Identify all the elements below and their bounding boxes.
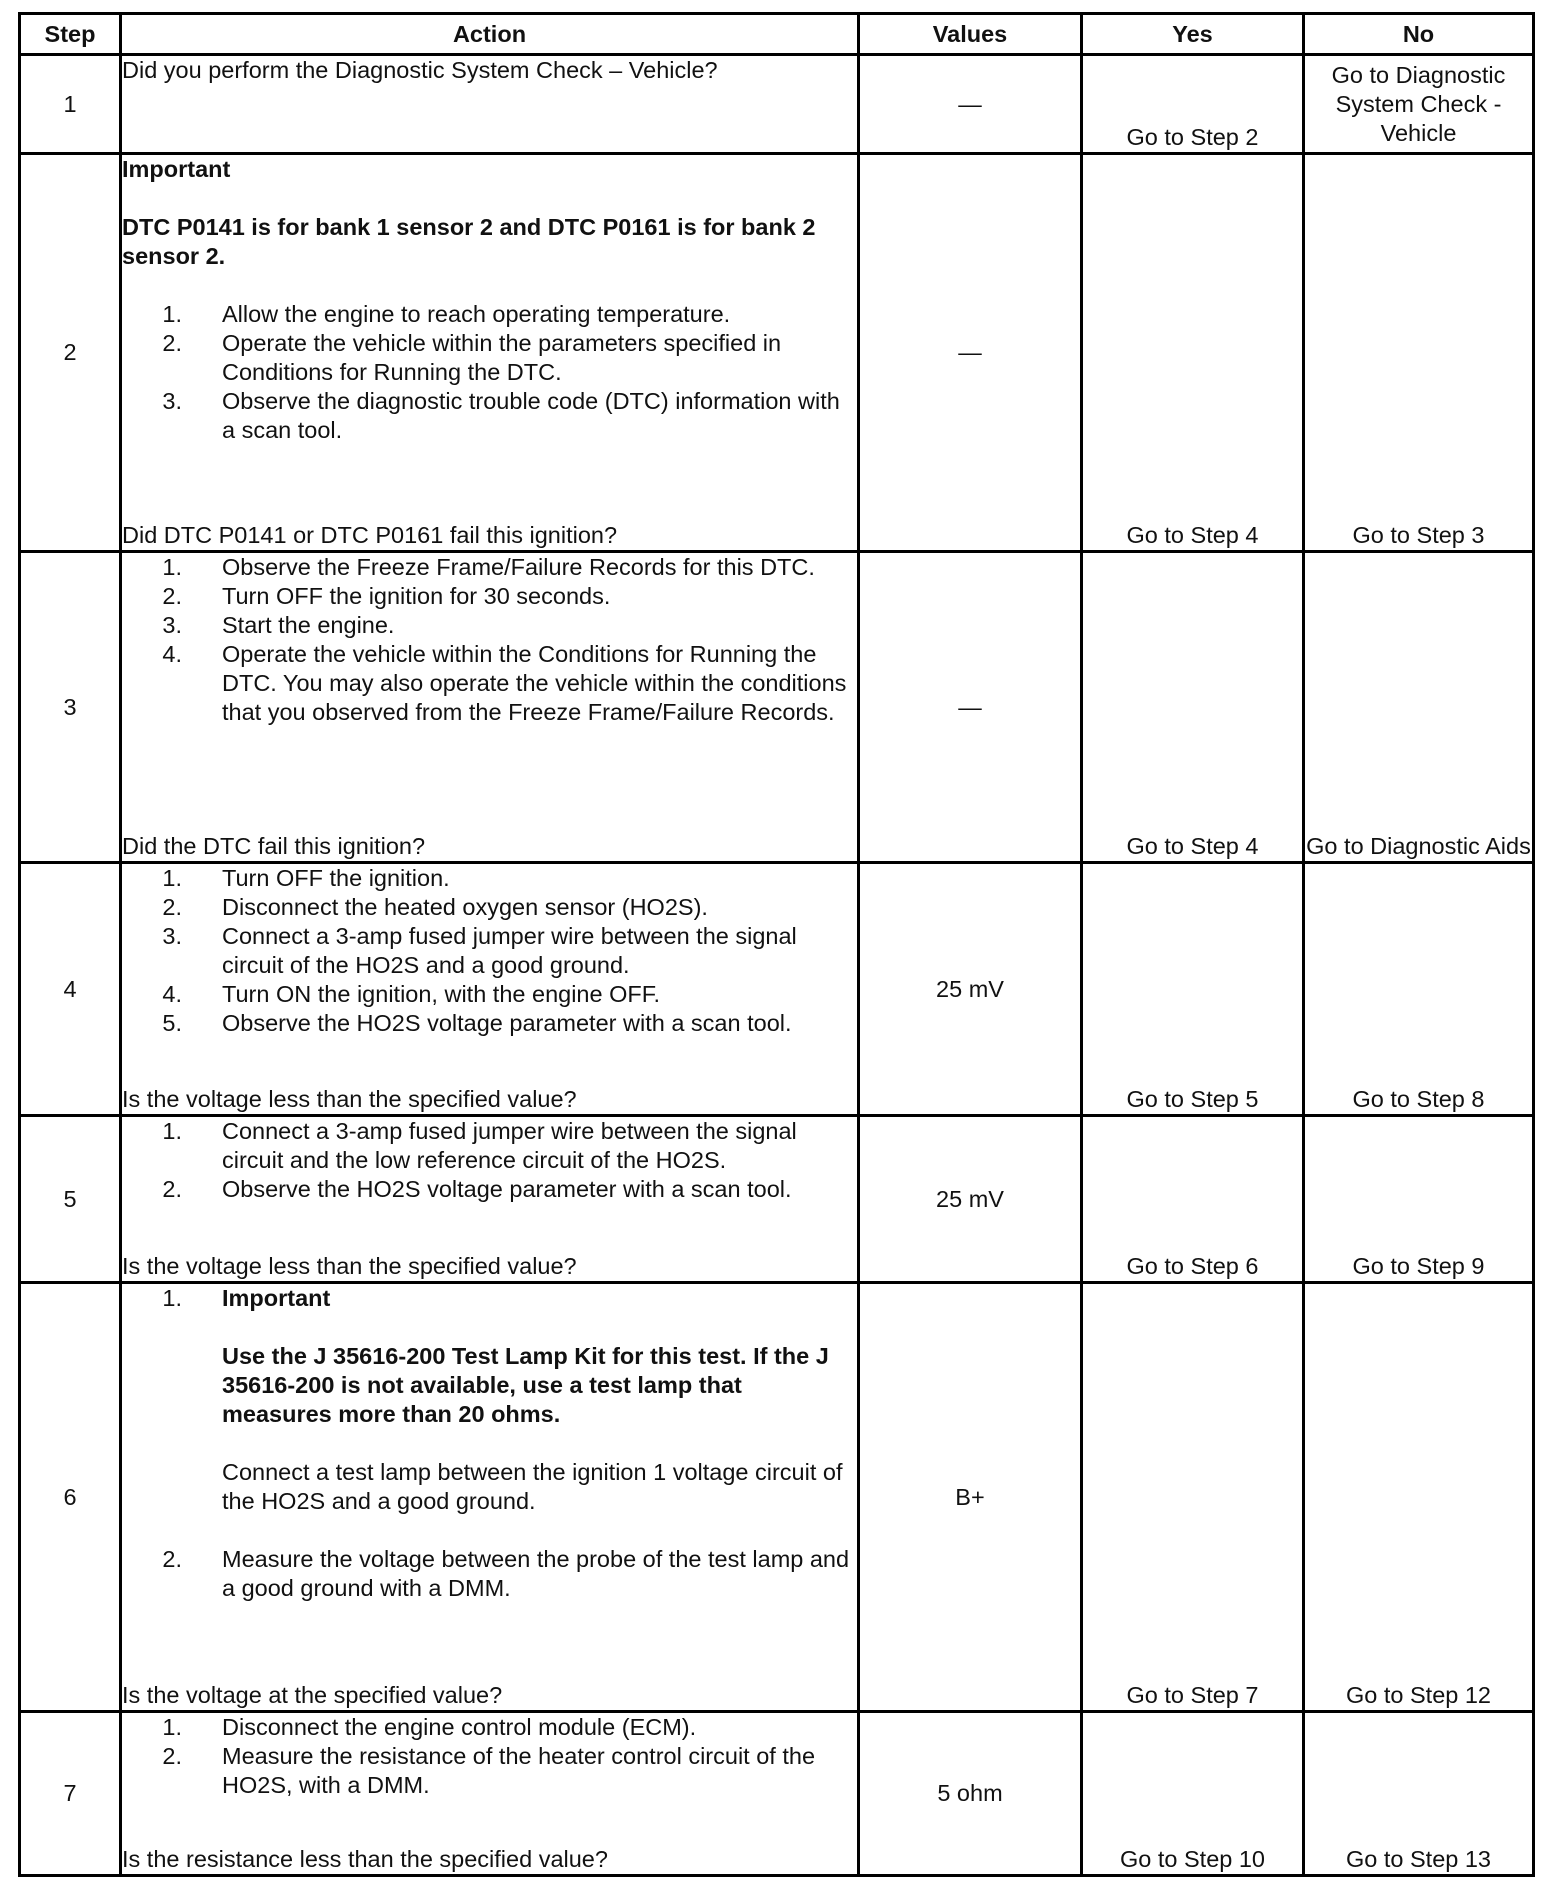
no-link[interactable]: Go to Step 12 bbox=[1304, 1283, 1534, 1712]
item-text: Connect a test lamp between the ignition 1 voltage circuit of the HO2S and a good ground. bbox=[222, 1459, 843, 1514]
procedure-list bbox=[122, 1117, 857, 1204]
list-item: 2. Observe the HO2S voltage parameter with a scan tool. bbox=[162, 1176, 792, 1202]
action-question: Is the resistance less than the specified value? bbox=[122, 1846, 608, 1872]
procedure-list bbox=[122, 300, 857, 445]
value-cell: 25 mV bbox=[859, 863, 1082, 1116]
action-question: Is the voltage less than the specified value? bbox=[122, 1253, 577, 1279]
no-link[interactable]: Go to Step 8 bbox=[1304, 863, 1534, 1116]
no-link[interactable]: Go to Diagnostic Aids bbox=[1304, 552, 1534, 863]
step-number: 6 bbox=[20, 1283, 121, 1712]
list-item: 4. Turn ON the ignition, with the engine OFF. bbox=[162, 981, 661, 1007]
header-values: Values bbox=[859, 14, 1082, 55]
table-row-step-2 bbox=[20, 154, 1534, 552]
value-cell: — bbox=[859, 552, 1082, 863]
table-row-step-3 bbox=[20, 552, 1534, 863]
list-item: 5. Observe the HO2S voltage parameter with a scan tool. bbox=[162, 1010, 792, 1036]
step-number: 5 bbox=[20, 1116, 121, 1283]
procedure-list bbox=[122, 864, 857, 1038]
table-row-step-5 bbox=[20, 1116, 1534, 1283]
important-title: Important bbox=[222, 1285, 331, 1311]
step-number: 2 bbox=[20, 154, 121, 552]
list-item: 2. Disconnect the heated oxygen sensor (HO2S). bbox=[162, 894, 708, 920]
list-item: 2. Turn OFF the ignition for 30 seconds. bbox=[162, 583, 611, 609]
value-cell: — bbox=[859, 154, 1082, 552]
list-item: 1. Disconnect the engine control module (ECM). bbox=[162, 1714, 697, 1740]
list-item: 3. Start the engine. bbox=[162, 612, 395, 638]
list-item: 2. Measure the voltage between the probe of the test lamp and a good ground with a DMM. bbox=[162, 1546, 850, 1601]
header-step: Step bbox=[20, 14, 121, 55]
action-cell bbox=[121, 1116, 859, 1283]
action-question: Did you perform the Diagnostic System Check – Vehicle? bbox=[122, 57, 718, 83]
header-action: Action bbox=[121, 14, 859, 55]
yes-link[interactable]: Go to Step 10 bbox=[1082, 1712, 1304, 1876]
yes-link[interactable]: Go to Step 4 bbox=[1082, 154, 1304, 552]
procedure-list bbox=[122, 553, 857, 727]
step-number: 1 bbox=[20, 55, 121, 154]
table-row-step-4 bbox=[20, 863, 1534, 1116]
important-title: Important bbox=[122, 156, 231, 182]
action-cell bbox=[121, 55, 859, 154]
list-item: 4. Operate the vehicle within the Conditions for Running the DTC. You may also operate the vehicle within the conditions that you observed from the Freeze Frame/Failure Records. bbox=[162, 641, 847, 725]
action-cell bbox=[121, 1283, 859, 1712]
action-cell bbox=[121, 1712, 859, 1876]
header-yes: Yes bbox=[1082, 14, 1304, 55]
list-item: 1. Allow the engine to reach operating temperature. bbox=[162, 301, 731, 327]
yes-link[interactable]: Go to Step 5 bbox=[1082, 863, 1304, 1116]
value-cell: B+ bbox=[859, 1283, 1082, 1712]
action-cell bbox=[121, 552, 859, 863]
step-number: 7 bbox=[20, 1712, 121, 1876]
header-no: No bbox=[1304, 14, 1534, 55]
no-link[interactable]: Go to Step 9 bbox=[1304, 1116, 1534, 1283]
yes-link[interactable]: Go to Step 2 bbox=[1082, 55, 1304, 154]
list-item: 1. Connect a 3-amp fused jumper wire between the signal circuit and the low reference circuit of the HO2S. bbox=[162, 1118, 797, 1173]
action-question: Is the voltage less than the specified value? bbox=[122, 1086, 577, 1112]
no-link[interactable]: Go to Diagnostic System Check - Vehicle bbox=[1304, 55, 1534, 154]
value-cell: 5 ohm bbox=[859, 1712, 1082, 1876]
action-question: Did the DTC fail this ignition? bbox=[122, 833, 426, 859]
table-row-step-1 bbox=[20, 55, 1534, 154]
list-item: 2. Measure the resistance of the heater control circuit of the HO2S, with a DMM. bbox=[162, 1743, 816, 1798]
important-text: Use the J 35616-200 Test Lamp Kit for this test. If the J 35616-200 is not available, use a test lamp that measures more than 20 ohms. bbox=[222, 1343, 829, 1427]
list-item: 3. Connect a 3-amp fused jumper wire between the signal circuit of the HO2S and a good ground. bbox=[162, 923, 797, 978]
list-item: 2. Operate the vehicle within the parameters specified in Conditions for Running the DTC. bbox=[162, 330, 782, 385]
action-question: Is the voltage at the specified value? bbox=[122, 1682, 503, 1708]
value-cell: 25 mV bbox=[859, 1116, 1082, 1283]
diagnostic-table bbox=[18, 12, 1535, 1877]
action-cell bbox=[121, 863, 859, 1116]
no-link[interactable]: Go to Step 3 bbox=[1304, 154, 1534, 552]
list-item: 1. Turn OFF the ignition. bbox=[162, 865, 450, 891]
action-question: Did DTC P0141 or DTC P0161 fail this ignition? bbox=[122, 522, 618, 548]
table-row-step-6 bbox=[20, 1283, 1534, 1712]
important-text: DTC P0141 is for bank 1 sensor 2 and DTC P0161 is for bank 2 sensor 2. bbox=[122, 214, 816, 269]
list-item: 3. Observe the diagnostic trouble code (DTC) information with a scan tool. bbox=[162, 388, 840, 443]
step-number: 3 bbox=[20, 552, 121, 863]
procedure-list bbox=[122, 1713, 857, 1800]
yes-link[interactable]: Go to Step 7 bbox=[1082, 1283, 1304, 1712]
value-cell: — bbox=[859, 55, 1082, 154]
table-row-step-7 bbox=[20, 1712, 1534, 1876]
no-link[interactable]: Go to Step 13 bbox=[1304, 1712, 1534, 1876]
action-cell bbox=[121, 154, 859, 552]
header-row bbox=[20, 14, 1534, 55]
yes-link[interactable]: Go to Step 6 bbox=[1082, 1116, 1304, 1283]
yes-link[interactable]: Go to Step 4 bbox=[1082, 552, 1304, 863]
step-number: 4 bbox=[20, 863, 121, 1116]
list-item: 1. Important Use the J 35616-200 Test Lamp Kit for this test. If the J 35616-200 is not available, use a test lamp that measures more than 20 ohms. Connect a test lamp between the ignition 1 voltage circuit of the HO2S and a good ground. bbox=[122, 1284, 857, 1545]
procedure-list bbox=[122, 1284, 857, 1603]
list-item: 1. Observe the Freeze Frame/Failure Records for this DTC. bbox=[162, 554, 815, 580]
